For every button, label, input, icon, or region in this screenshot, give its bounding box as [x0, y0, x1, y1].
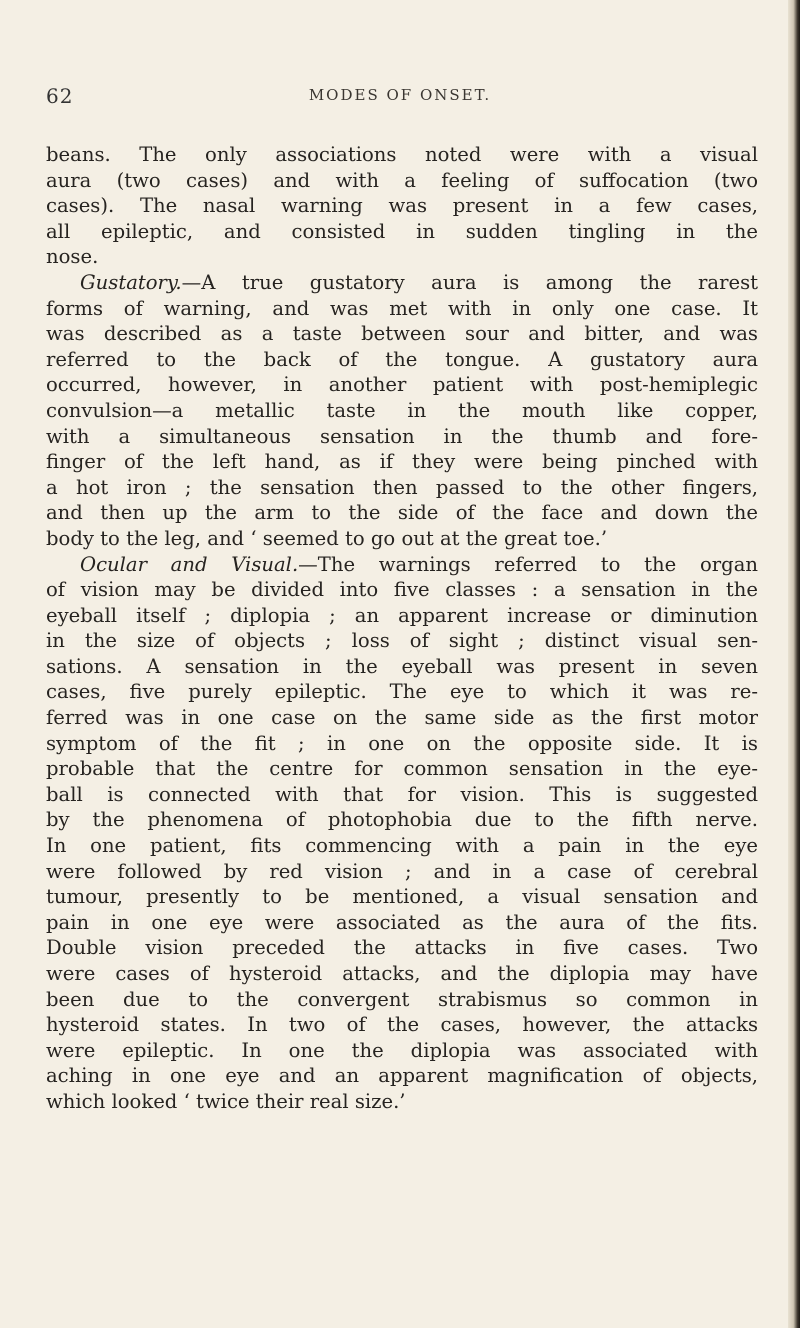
- text-line: forms of warning, and was met with in only one case. It: [46, 296, 758, 320]
- body-text: [46, 142, 758, 1115]
- text-line: cases). The nasal warning was present in a few cases,: [46, 194, 758, 218]
- text-line: which looked ‘ twice their real size.’: [46, 1089, 406, 1113]
- text-line: beans. The only associations noted were with a visual: [46, 143, 758, 166]
- text-line: been due to the convergent strabismus so common in: [46, 987, 758, 1011]
- text-line: a hot iron ; the sensation then passed to the other fingers,: [46, 475, 758, 499]
- text-line: finger of the left hand, as if they were being pinched with: [46, 450, 758, 474]
- text-line: all epileptic, and consisted in sudden tingling in the: [46, 219, 758, 243]
- text-line: of vision may be divided into five classes : a sensation in the: [46, 578, 758, 602]
- text-line: cases, five purely epileptic. The eye to which it was re-: [46, 680, 758, 704]
- text-line: symptom of the fit ; in one on the opposite side. It is: [46, 731, 758, 755]
- page-edge-shadow: [788, 0, 800, 1328]
- text-line: were cases of hysteroid attacks, and the diplopia may have: [46, 962, 758, 985]
- text-line: occurred, however, in another patient with post-hemiplegic: [46, 373, 758, 397]
- text-line: was described as a taste between sour and bitter, and was: [46, 322, 758, 346]
- running-title: MODES OF ONSET.: [308, 86, 492, 104]
- text-line: convulsion—a metallic taste in the mouth like copper,: [46, 398, 758, 422]
- text-line: were epileptic. In one the diplopia was associated with: [46, 1038, 758, 1062]
- text-line: in the size of objects ; loss of sight ; distinct visual sen-: [46, 629, 758, 653]
- text-line: were followed by red vision ; and in a case of cerebral: [46, 859, 758, 883]
- text-line: eyeball itself ; diplopia ; an apparent increase or diminution: [46, 603, 758, 627]
- text-line: pain in one eye were associated as the aura of the fits.: [46, 910, 758, 934]
- text-line-rest: —The warnings referred to the organ: [298, 552, 758, 576]
- running-head: [0, 84, 800, 110]
- paragraph-gustatory-start: [46, 270, 758, 296]
- text-line: referred to the back of the tongue. A gustatory aura: [46, 347, 758, 371]
- text-line: body to the leg, and ‘ seemed to go out at the great toe.’: [46, 526, 608, 550]
- text-line: with a simultaneous sensation in the thumb and fore-: [46, 424, 758, 448]
- text-line-rest: —A true gustatory aura is among the rarest: [181, 270, 758, 294]
- section-heading-gustatory: Gustatory.: [80, 270, 182, 294]
- text-line: hysteroid states. In two of the cases, however, the attacks: [46, 1013, 758, 1037]
- text-line: In one patient, fits commencing with a pain in the eye: [46, 834, 758, 858]
- page-number: 62: [46, 84, 74, 108]
- text-line: ferred was in one case on the same side as the first motor: [46, 706, 758, 730]
- text-line: sations. A sensation in the eyeball was present in seven: [46, 654, 758, 678]
- section-heading-ocular: Ocular and Visual.: [80, 552, 299, 576]
- text-line: aching in one eye and an apparent magnification of objects,: [46, 1064, 758, 1088]
- text-line: probable that the centre for common sensation in the eye-: [46, 757, 758, 781]
- text-line: tumour, presently to be mentioned, a visual sensation and: [46, 885, 758, 909]
- text-line: aura (two cases) and with a feeling of suffocation (two: [46, 168, 758, 192]
- text-line: by the phenomena of photophobia due to the fifth nerve.: [46, 808, 758, 832]
- text-line: Double vision preceded the attacks in five cases. Two: [46, 936, 758, 960]
- paragraph-ocular-start: [46, 552, 758, 578]
- text-line: and then up the arm to the side of the face and down the: [46, 501, 758, 525]
- text-line: ball is connected with that for vision. This is suggested: [46, 782, 758, 806]
- text-line: nose.: [46, 245, 99, 269]
